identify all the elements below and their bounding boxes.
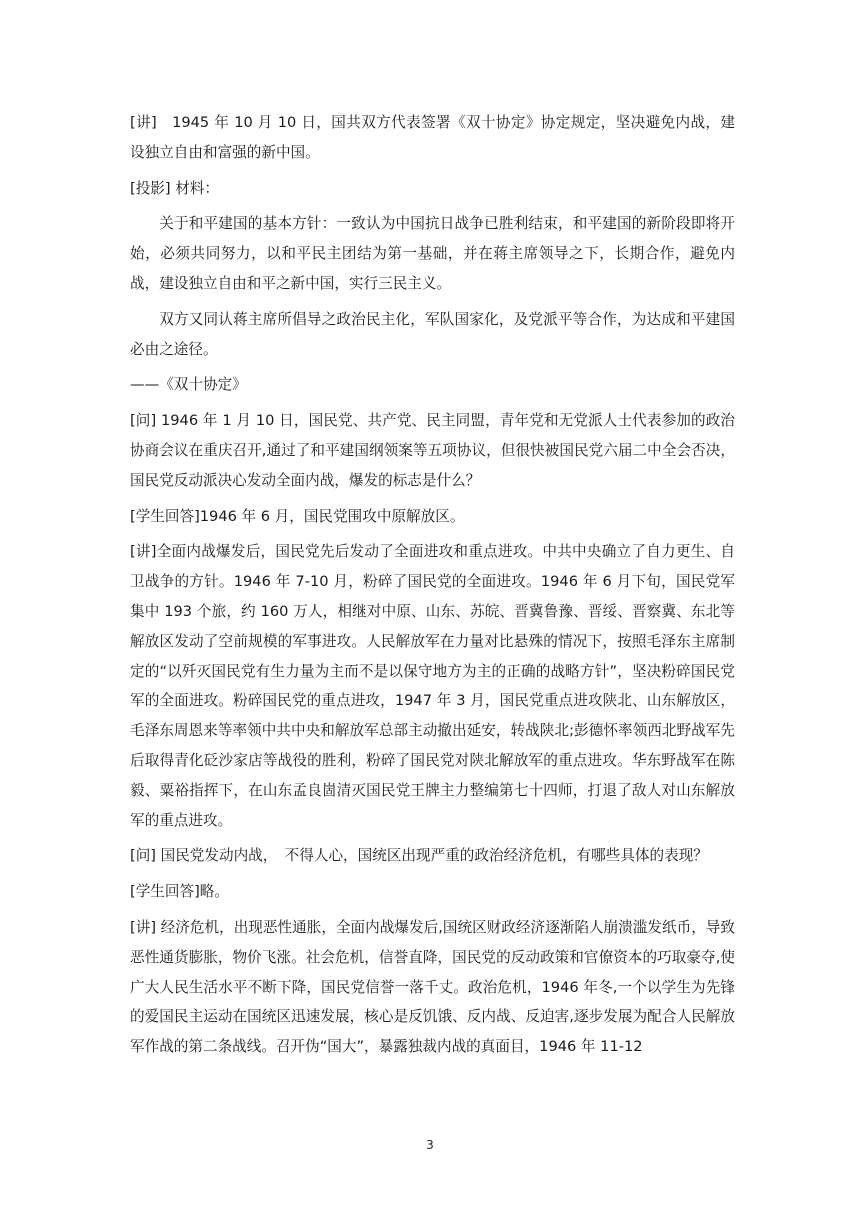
lecture-paragraph-crisis: [讲] 经济危机，出现恶性通胀，全面内战爆发后,国统区财政经济逐渐陷人崩溃滥发纸币，导致恶性通货膨胀，物价飞涨。社会危机，信誉直降，国民党的反动政策和官僚资本的巧取豪夺,使广大人民生活水平不断下降，国民党信誉一落千丈。政治危机，1946 年冬,一个以学生为先锋的爱国民主运动在国统区迅速发展，核心是反饥饿、反内战、反迫害,逐步发展为配合人民解放军作战的第二条战线。召开伪“国大”，暴露独裁内战的真面目，1946 年 11-12 [130,918,735,1056]
material-paragraph-2: 双方又同认蒋主席所倡导之政治民主化，军队国家化，及党派平等合作，为达成和平建国必由之途径。 [130,310,735,358]
lecture-paragraph-shuangshi: [讲] 1945 年 10 月 10 日，国共双方代表签署《双十协定》协定规定，坚决避免内战，建设独立自由和富强的新中国。 [130,114,735,161]
page-number: 3 [426,1138,434,1152]
material-source: ——《双十协定》 [130,376,247,394]
question-paragraph-pcc: [问] 1946 年 1 月 10 日，国民党、共产党、民主同盟，青年党和无党派人士代表参加的政治协商会议在重庆召开,通过了和平建国纲领案等五项协议，但很快被国民党六届二中全会否决，国民党反动派决心发动全面内战，爆发的标志是什么？ [130,412,735,489]
lecture-paragraph-offensives: [讲]全面内战爆发后，国民党先后发动了全面进攻和重点进攻。中共中央确立了自力更生、自卫战争的方针。1946 年 7-10 月，粉碎了国民党的全面进攻。1946 年 6 月下旬，国民党军集中 193 个旅，约 160 万人，相继对中原、山东、苏皖、晋冀鲁豫、晋绥、晋察冀、东北等解放区发动了空前规模的军事进攻。人民解放军在力量对比悬殊的情况下，按照毛泽东主席制定的“以歼灭国民党有生力量为主而不是以保守地方为主的正确的战略方针”，坚决粉碎国民党军的全面进攻。粉碎国民党的重点进攻，1947 年 3 月，国民党重点进攻陕北、山东解放区，毛泽东周恩来等率领中共中央和解放军总部主动撤出延安，转战陕北;彭德怀率领西北野战军先后取得青化砭沙家店等战役的胜利，粉碎了国民党对陕北解放军的重点进攻。华东野战军在陈毅、粟裕指挥下，在山东孟良崮清灭国民党王牌主力整编第七十四师，打退了敌人对山东解放军的重点进攻。 [130,543,735,829]
document-body [130,108,735,1068]
student-answer-2: [学生回答]略。 [130,883,229,901]
question-paragraph-crisis: [问] 国民党发动内战， 不得人心，国统区出现严重的政治经济危机，有哪些具体的表现？ [130,847,708,865]
material-paragraph-1: 关于和平建国的基本方针：一致认为中国抗日战争已胜利结束，和平建国的新阶段即将开始，必须共同努力，以和平民主团结为第一基础，并在蒋主席领导之下，长期合作，避免内战，建设独立自由和平之新中国，实行三民主义。 [130,215,735,292]
student-answer-1: [学生回答]1946 年 6 月，国民党围攻中原解放区。 [130,507,465,525]
projection-label: [投影] 材料： [130,179,219,197]
